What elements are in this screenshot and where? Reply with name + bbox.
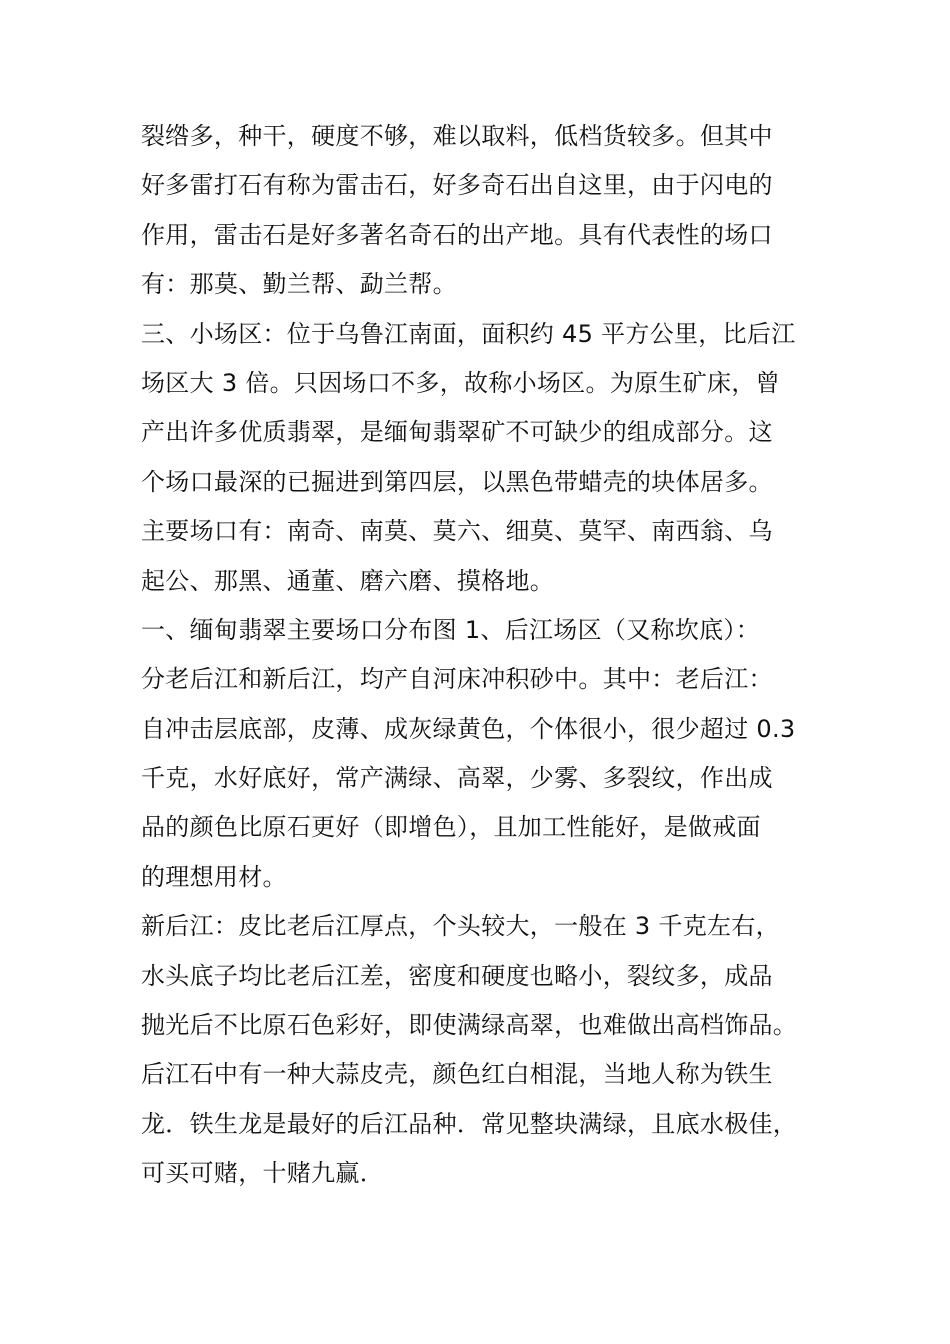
text-line: 千克，水好底好，常产满绿、高翠，少雾、多裂纹，作出成 xyxy=(141,764,773,793)
text-line: 抛光后不比原石色彩好，即使满绿高翠，也难做出高档饰品。 xyxy=(141,1011,798,1040)
text-line: 自冲击层底部，皮薄、成灰绿黄色，个体很小，很少超过 0.3 xyxy=(141,714,796,743)
text-line: 好多雷打石有称为雷击石，好多奇石出自这里，由于闪电的 xyxy=(141,171,773,200)
text-line: 新后江：皮比老后江厚点，个头较大，一般在 3 千克左右， xyxy=(141,912,780,941)
text-line: 一、缅甸翡翠主要场口分布图 1、后江场区（又称坎底）： xyxy=(141,615,760,644)
text-line: 裂绺多，种干，硬度不够，难以取料，低档货较多。但其中 xyxy=(141,122,773,150)
text-line: 可买可赌，十赌九赢． xyxy=(141,1159,384,1188)
text-line: 分老后江和新后江，均产自河床冲积砂中。其中：老后江： xyxy=(141,665,773,694)
body-text xyxy=(141,112,831,1199)
text-line: 有：那莫、勤兰帮、勐兰帮。 xyxy=(141,270,457,299)
text-line: 作用，雷击石是好多著名奇石的出产地。具有代表性的场口 xyxy=(141,220,773,249)
text-line: 的理想用材。 xyxy=(141,862,287,891)
text-line: 三、小场区：位于乌鲁江南面，面积约 45 平方公里，比后江 xyxy=(141,319,796,348)
text-line: 后江石中有一种大蒜皮壳，颜色红白相混，当地人称为铁生 xyxy=(141,1060,773,1089)
text-line: 品的颜色比原石更好（即增色），且加工性能好，是做戒面 xyxy=(141,813,761,842)
text-line: 个场口最深的已掘进到第四层，以黑色带蜡壳的块体居多。 xyxy=(141,467,773,496)
text-line: 起公、那黑、通董、磨六磨、摸格地。 xyxy=(141,566,555,595)
text-line: 产出许多优质翡翠，是缅甸翡翠矿不可缺少的组成部分。这 xyxy=(141,418,773,447)
text-line: 龙．铁生龙是最好的后江品种．常见整块满绿，且底水极佳， xyxy=(141,1109,798,1138)
text-line: 场区大 3 倍。只因场口不多，故称小场区。为原生矿床，曾 xyxy=(141,368,780,397)
text-line: 水头底子均比老后江差，密度和硬度也略小，裂纹多，成品 xyxy=(141,961,773,990)
text-line: 主要场口有：南奇、南莫、莫六、细莫、莫罕、南西翁、乌 xyxy=(141,517,773,546)
